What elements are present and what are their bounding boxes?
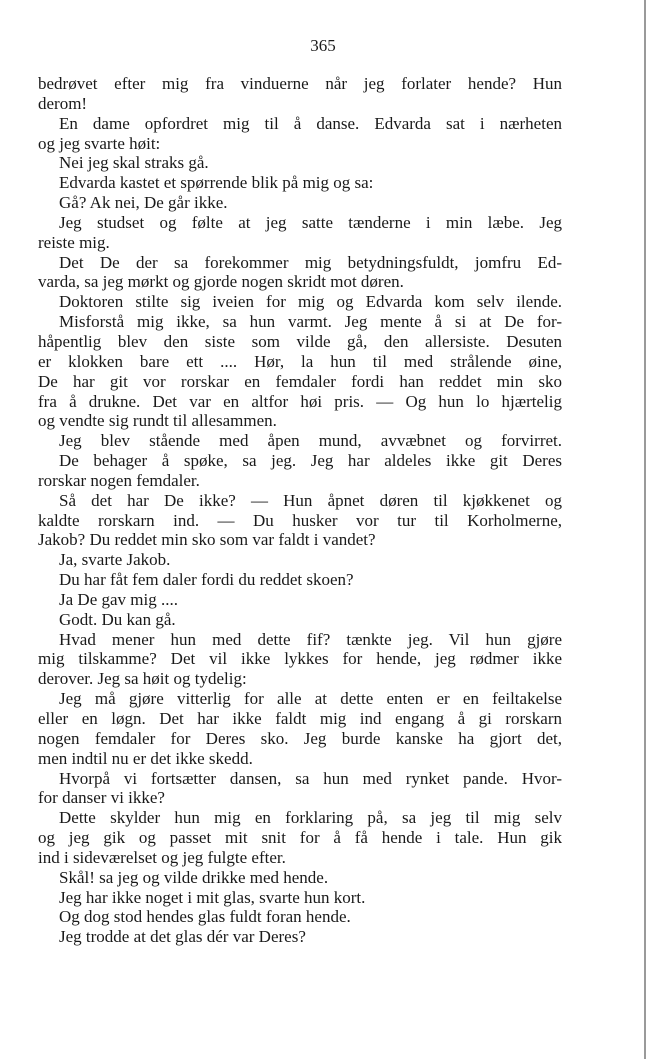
text-line: Misforstå mig ikke, sa hun varmt. Jeg mente å si at De for- xyxy=(59,312,562,332)
text-line: Jeg trodde at det glas dér var Deres? xyxy=(59,927,306,947)
text-line: Skål! sa jeg og vilde drikke med hende. xyxy=(59,867,329,887)
text-line: En dame opfordret mig til å danse. Edvarda sat i nærheten xyxy=(59,113,562,133)
page-number: 365 xyxy=(310,36,336,55)
text-line: Dette skylder hun mig en forklaring på, sa jeg til mig selv xyxy=(59,808,562,828)
text-line: nogen femdaler for Deres sko. Jeg burde kanske ha gjort det, xyxy=(38,728,562,748)
text-line: Jeg må gjøre vitterlig for alle at dette enten er en feiltakelse xyxy=(59,689,562,709)
text-line: varda, sa jeg mørkt og gjorde nogen skridt mot døren. xyxy=(38,272,404,292)
text-line: derover. Jeg sa høit og tydelig: xyxy=(38,669,247,689)
text-line: derom! xyxy=(38,93,88,113)
text-line: Så det har De ikke? — Hun åpnet døren til kjøkkenet og xyxy=(59,490,562,510)
text-line: men indtil nu er det ikke skedd. xyxy=(38,748,253,768)
text-line: og jeg gik og passet mit snit for å få hende i tale. Hun gik xyxy=(38,828,562,848)
text-line: Nei jeg skal straks gå. xyxy=(59,153,209,173)
text-line: og jeg svarte høit: xyxy=(38,133,161,153)
text-line: kaldte rorskarn ind. — Du husker vor tur til Korholmerne, xyxy=(38,510,562,530)
text-line: for danser vi ikke? xyxy=(38,788,165,808)
text-line: og vendte sig rundt til allesammen. xyxy=(38,411,277,431)
text-line: Edvarda kastet et spørrende blik på mig og sa: xyxy=(59,173,374,193)
text-line: Hvad mener hun med dette fif? tænkte jeg. Vil hun gjøre xyxy=(59,629,562,649)
text-line: Og dog stod hendes glas fuldt foran hende. xyxy=(59,907,351,927)
text-line: ind i sideværelset og jeg fulgte efter. xyxy=(38,847,286,867)
text-line: rorskar nogen femdaler. xyxy=(38,470,200,490)
text-line: håpentlig blev den siste som vilde gå, den allersiste. Desuten xyxy=(38,331,562,351)
text-line: fra å drukne. Det var en altfor høi pris. — Og hun lo hjærtelig xyxy=(38,391,562,411)
text-line: Det De der sa forekommer mig betydningsfuldt, jomfru Ed- xyxy=(59,252,562,272)
text-line: Jeg studset og følte at jeg satte tænderne i min læbe. Jeg xyxy=(59,212,562,232)
text-line: Ja De gav mig .... xyxy=(59,589,178,609)
text-line: Du har fåt fem daler fordi du reddet skoen? xyxy=(59,570,354,590)
text-line: mig tilskamme? Det vil ikke lykkes for hende, jeg rødmer ikke xyxy=(38,649,562,669)
text-line: er klokken bare ett .... Hør, la hun til med strålende øine, xyxy=(38,351,562,371)
text-line: De har git vor rorskar en femdaler fordi han reddet min sko xyxy=(38,371,562,391)
text-line: De behager å spøke, sa jeg. Jeg har aldeles ikke git Deres xyxy=(59,451,562,471)
text-line: bedrøvet efter mig fra vinduerne når jeg forlater hende? Hun xyxy=(38,74,562,93)
text-line: Doktoren stilte sig iveien for mig og Edvarda kom selv ilende. xyxy=(59,292,562,312)
text-line: eller en løgn. Det har ikke faldt mig ind engang å gi rorskarn xyxy=(38,709,562,728)
text-line: Hvorpå vi fortsætter dansen, sa hun med rynket pande. Hvor- xyxy=(59,768,562,788)
text-line: Ja, svarte Jakob. xyxy=(59,550,171,570)
text-line: Godt. Du kan gå. xyxy=(59,609,176,629)
body-text xyxy=(38,74,562,947)
text-line: Jeg har ikke noget i mit glas, svarte hun kort. xyxy=(59,887,366,907)
text-line: Gå? Ak nei, De går ikke. xyxy=(59,193,228,213)
text-line: reiste mig. xyxy=(38,232,110,252)
text-line: Jakob? Du reddet min sko som var faldt i vandet? xyxy=(38,530,376,550)
text-line: Jeg blev stående med åpen mund, avvæbnet og forvirret. xyxy=(59,431,562,451)
